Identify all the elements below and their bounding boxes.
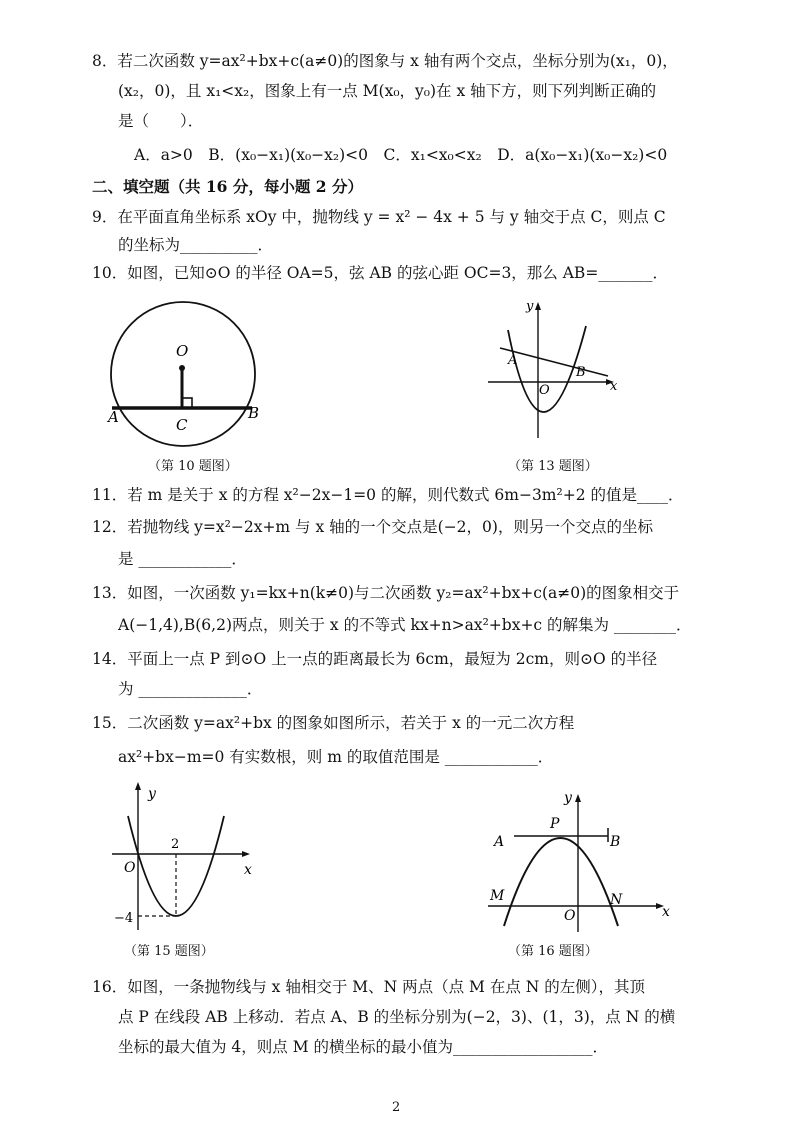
q16-line-3: 坐标的最大值为 4，则点 M 的横坐标的最小值为__________________． (118, 1038, 609, 1056)
y-axis-arrow (575, 794, 581, 802)
label-y: y (564, 790, 572, 806)
q9-line-2: 的坐标为__________． (118, 236, 274, 254)
label-b: B (248, 404, 260, 422)
label-o: O (176, 342, 189, 360)
q8-line-1: 8．若二次函数 y=ax²+bx+c(a≠0)的图象与 x 轴有两个交点，坐标分别为(x₁，0)， (92, 52, 678, 70)
label-m: M (490, 888, 505, 904)
parabola (504, 838, 618, 926)
q12-line-2: 是 ____________． (118, 550, 247, 568)
q10-line-1: 10．如图，已知⊙O 的半径 OA=5，弦 AB 的弦心距 OC=3，那么 AB=_______． (92, 264, 669, 282)
label-y: y (148, 786, 156, 802)
y-axis-arrow (535, 302, 541, 310)
caption-figure-16: （第 16 题图） (508, 944, 598, 959)
label-y: y (526, 299, 534, 314)
q8-line-2: (x₂，0)，且 x₁<x₂，图象上有一点 M(x₀，y₀)在 x 轴下方，则下列判断正确的 (118, 82, 657, 100)
page-number: 2 (392, 1100, 401, 1115)
figure-10-circle (104, 300, 274, 450)
q11-line-1: 11．若 m 是关于 x 的方程 x²−2x−1=0 的解，则代数式 6m−3m²+2 的值是____． (92, 486, 684, 504)
caption-figure-15: （第 15 题图） (124, 944, 214, 959)
label-o: O (564, 908, 576, 924)
label-x: x (662, 904, 670, 920)
q16-line-1: 16．如图，一条抛物线与 x 轴相交于 M、N 两点（点 M 在点 N 的左侧），其顶 (92, 978, 645, 996)
q16-line-2: 点 P 在线段 AB 上移动．若点 A、B 的坐标分别为(−2，3)、(1，3)，点 N 的横 (118, 1008, 676, 1026)
label-x: x (610, 379, 618, 394)
parabola-y2 (508, 326, 586, 412)
label-c: C (176, 416, 188, 434)
center-dot (179, 365, 185, 371)
tick-label-x: 2 (171, 837, 180, 852)
q12-line-1: 12．若抛物线 y=x²−2x+m 与 x 轴的一个交点是(−2，0)，则另一个交点的坐标 (92, 518, 653, 536)
q14-line-2: 为 ______________． (118, 680, 263, 698)
q13-line-1: 13．如图，一次函数 y₁=kx+n(k≠0)与二次函数 y₂=ax²+bx+c(a≠0)的图象相交于 (92, 584, 680, 602)
figure-16-graph (484, 786, 684, 936)
label-a: A (494, 834, 505, 850)
q8-options: A．a>0 B．(x₀−x₁)(x₀−x₂)<0 C．x₁<x₀<x₂ D．a(x₀−x₁)(x₀−x₂)<0 (134, 146, 668, 164)
q9-line-1: 9．在平面直角坐标系 xOy 中，抛物线 y = x² − 4x + 5 与 y 轴交于点 C，则点 C (92, 208, 666, 226)
label-p: P (550, 816, 560, 832)
x-axis-arrow (242, 851, 250, 857)
label-x: x (244, 862, 252, 878)
caption-figure-13: （第 13 题图） (508, 459, 598, 474)
y-axis-arrow (135, 782, 141, 790)
q15-line-1: 15．二次函数 y=ax²+bx 的图象如图所示，若关于 x 的一元二次方程 (92, 714, 575, 732)
label-o: O (539, 383, 550, 398)
caption-figure-10: （第 10 题图） (148, 459, 238, 474)
figure-15-graph (108, 776, 268, 936)
label-b: B (576, 365, 586, 380)
q13-line-2: A(−1,4),B(6,2)两点，则关于 x 的不等式 kx+n>ax²+bx+c 的解集为 ________． (118, 616, 692, 634)
label-n: N (610, 892, 623, 908)
q8-line-3: 是（ ）． (118, 112, 204, 130)
label-a: A (108, 408, 119, 426)
parabola (128, 816, 224, 916)
label-a: A (508, 353, 518, 368)
section-fill-in-header: 二、填空题（共 16 分，每小题 2 分） (92, 177, 363, 196)
tick-label-y: −4 (114, 911, 134, 926)
q14-line-1: 14．平面上一点 P 到⊙O 上一点的距离最长为 6cm，最短为 2cm，则⊙O 的半径 (92, 650, 658, 668)
q15-line-2: ax²+bx−m=0 有实数根，则 m 的取值范围是 ____________． (118, 748, 554, 766)
label-o: O (124, 860, 136, 876)
label-b: B (610, 834, 621, 850)
figure-13-graph (486, 296, 626, 446)
